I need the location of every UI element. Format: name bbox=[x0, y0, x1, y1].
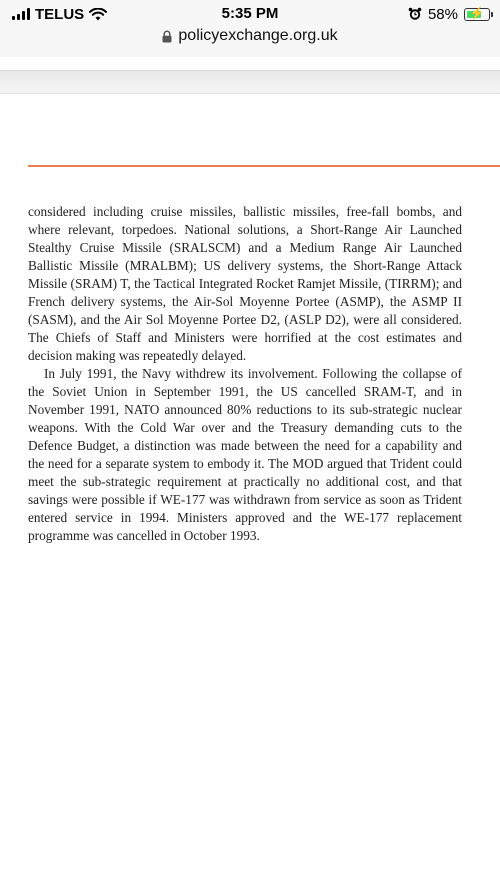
address-bar[interactable] bbox=[0, 27, 500, 45]
paragraph-1: considered including cruise missiles, ballistic missiles, free-fall bombs, and where relevant, torpedoes. National solutions, a Short-Range Air Launched Stealthy Cruise Missile (SRALSCM) and a Medium Range Air Launched Ballistic Missile (MRALBM); US delivery systems, the Short-Range Attack Missile (SRAM) T, the Tactical Integrated Rocket Ramjet Missile, (TIRRM); and French delivery systems, the Air-Sol Moyenne Portee (ASMP), the ASMP II (SASM), and the Air Sol Moyenne Portee D2, (ASLP D2), were all considered. The Chiefs of Staff and Ministers were horrified at the cost estimates and decision making was repeatedly delayed. bbox=[28, 204, 462, 363]
battery-charging-icon: ⚡ bbox=[464, 8, 490, 21]
lock-icon bbox=[162, 30, 172, 43]
carrier-name: TELUS bbox=[35, 5, 85, 23]
clock: 5:35 PM bbox=[221, 5, 279, 22]
accent-divider bbox=[28, 165, 500, 167]
paragraph-2: In July 1991, the Navy withdrew its involvement. Following the collapse of the Soviet Union in September 1991, the US cancelled SRAM-T, and in November 1991, NATO announced 80% reductions to its sub-strategic nuclear weapons. With the Cold War over and the Treasury demanding cuts to the Defence Budget, a distinction was made between the need for a capability and the need for a separate system to embody it. The MOD argued that Trident could meet the sub-strategic requirement at practically no additional cost, and that savings were possible if WE-177 was withdrawn from service as soon as Trident entered service in 1994. Ministers approved and the WE-177 replacement programme was cancelled in October 1993. bbox=[28, 366, 462, 543]
document-body bbox=[28, 203, 462, 545]
url-text: policyexchange.org.uk bbox=[178, 27, 338, 44]
right-status-group bbox=[408, 4, 490, 24]
status-bar bbox=[0, 0, 500, 26]
battery-percent: 58% bbox=[427, 5, 458, 23]
browser-top-bar bbox=[0, 0, 500, 57]
alarm-clock-icon bbox=[408, 7, 422, 21]
toolbar-strip bbox=[0, 70, 500, 94]
